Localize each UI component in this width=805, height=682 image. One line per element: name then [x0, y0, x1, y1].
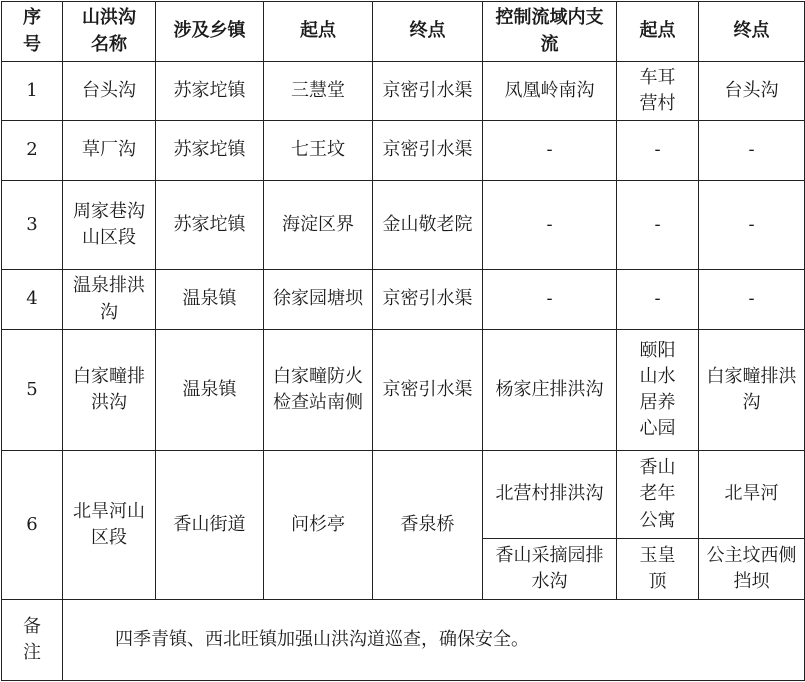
table-row: [2, 270, 805, 330]
cell-branch: 杨家庄排洪沟: [483, 330, 617, 451]
header-cell-start: 起点: [264, 2, 373, 62]
cell-start: 海淀区界: [264, 181, 373, 270]
cell-branch-end: -: [699, 270, 805, 330]
table-row: [2, 330, 805, 451]
cell-branch-end: -: [699, 181, 805, 270]
cell-town: 苏家坨镇: [156, 181, 264, 270]
header-cell-gully-name: 山洪沟名称: [63, 2, 156, 62]
cell-no: 3: [2, 181, 63, 270]
header-cell-branch: 控制流域内支流: [483, 2, 617, 62]
cell-end: 金山敬老院: [373, 181, 483, 270]
cell-branch-start: 香山老年公寓: [617, 451, 699, 539]
cell-branch-end: 北旱河: [699, 451, 805, 539]
flood-gully-table: [1, 1, 805, 681]
cell-no: 1: [2, 62, 63, 121]
cell-gully-name: 台头沟: [63, 62, 156, 121]
cell-start: 问杉亭: [264, 451, 373, 600]
cell-end: 香泉桥: [373, 451, 483, 600]
cell-branch-start: -: [617, 181, 699, 270]
header-cell-end: 终点: [373, 2, 483, 62]
cell-branch-start: -: [617, 121, 699, 181]
cell-branch: 北营村排洪沟: [483, 451, 617, 539]
cell-branch: 凤凰岭南沟: [483, 62, 617, 121]
header-row: [2, 2, 805, 62]
table-row: [2, 451, 805, 539]
cell-town: 苏家坨镇: [156, 62, 264, 121]
cell-town: 温泉镇: [156, 330, 264, 451]
cell-branch: -: [483, 181, 617, 270]
cell-branch: 香山采摘园排水沟: [483, 539, 617, 600]
cell-branch-start: 玉皇顶: [617, 539, 699, 600]
table-row: [2, 181, 805, 270]
cell-end: 京密引水渠: [373, 330, 483, 451]
cell-no: 5: [2, 330, 63, 451]
cell-no: 2: [2, 121, 63, 181]
note-row: [2, 600, 805, 681]
cell-town: 苏家坨镇: [156, 121, 264, 181]
cell-end: 京密引水渠: [373, 62, 483, 121]
cell-branch-end: 白家疃排洪沟: [699, 330, 805, 451]
table-header: [2, 2, 805, 62]
table-row: [2, 62, 805, 121]
note-content: 四季青镇、西北旺镇加强山洪沟道巡查，确保安全。: [63, 600, 805, 681]
cell-branch-start: 颐阳山水居养心园: [617, 330, 699, 451]
table-body: [2, 62, 805, 681]
cell-gully-name: 白家疃排洪沟: [63, 330, 156, 451]
cell-town: 温泉镇: [156, 270, 264, 330]
header-cell-branch-end: 终点: [699, 2, 805, 62]
header-cell-branch-start: 起点: [617, 2, 699, 62]
cell-start: 七王坟: [264, 121, 373, 181]
cell-branch-start: -: [617, 270, 699, 330]
cell-end: 京密引水渠: [373, 270, 483, 330]
table-row: [2, 121, 805, 181]
note-label: 备注: [2, 600, 63, 681]
cell-no: 4: [2, 270, 63, 330]
cell-gully-name: 周家巷沟山区段: [63, 181, 156, 270]
cell-branch: -: [483, 270, 617, 330]
cell-gully-name: 草厂沟: [63, 121, 156, 181]
cell-gully-name: 温泉排洪沟: [63, 270, 156, 330]
cell-branch-end: 台头沟: [699, 62, 805, 121]
cell-no: 6: [2, 451, 63, 600]
cell-start: 白家疃防火检查站南侧: [264, 330, 373, 451]
cell-branch-end: -: [699, 121, 805, 181]
header-cell-no: 序号: [2, 2, 63, 62]
cell-start: 徐家园塘坝: [264, 270, 373, 330]
cell-branch: -: [483, 121, 617, 181]
cell-town: 香山街道: [156, 451, 264, 600]
cell-branch-start: 车耳营村: [617, 62, 699, 121]
cell-start: 三慧堂: [264, 62, 373, 121]
cell-gully-name: 北旱河山区段: [63, 451, 156, 600]
cell-end: 京密引水渠: [373, 121, 483, 181]
header-cell-town: 涉及乡镇: [156, 2, 264, 62]
cell-branch-end: 公主坟西侧挡坝: [699, 539, 805, 600]
